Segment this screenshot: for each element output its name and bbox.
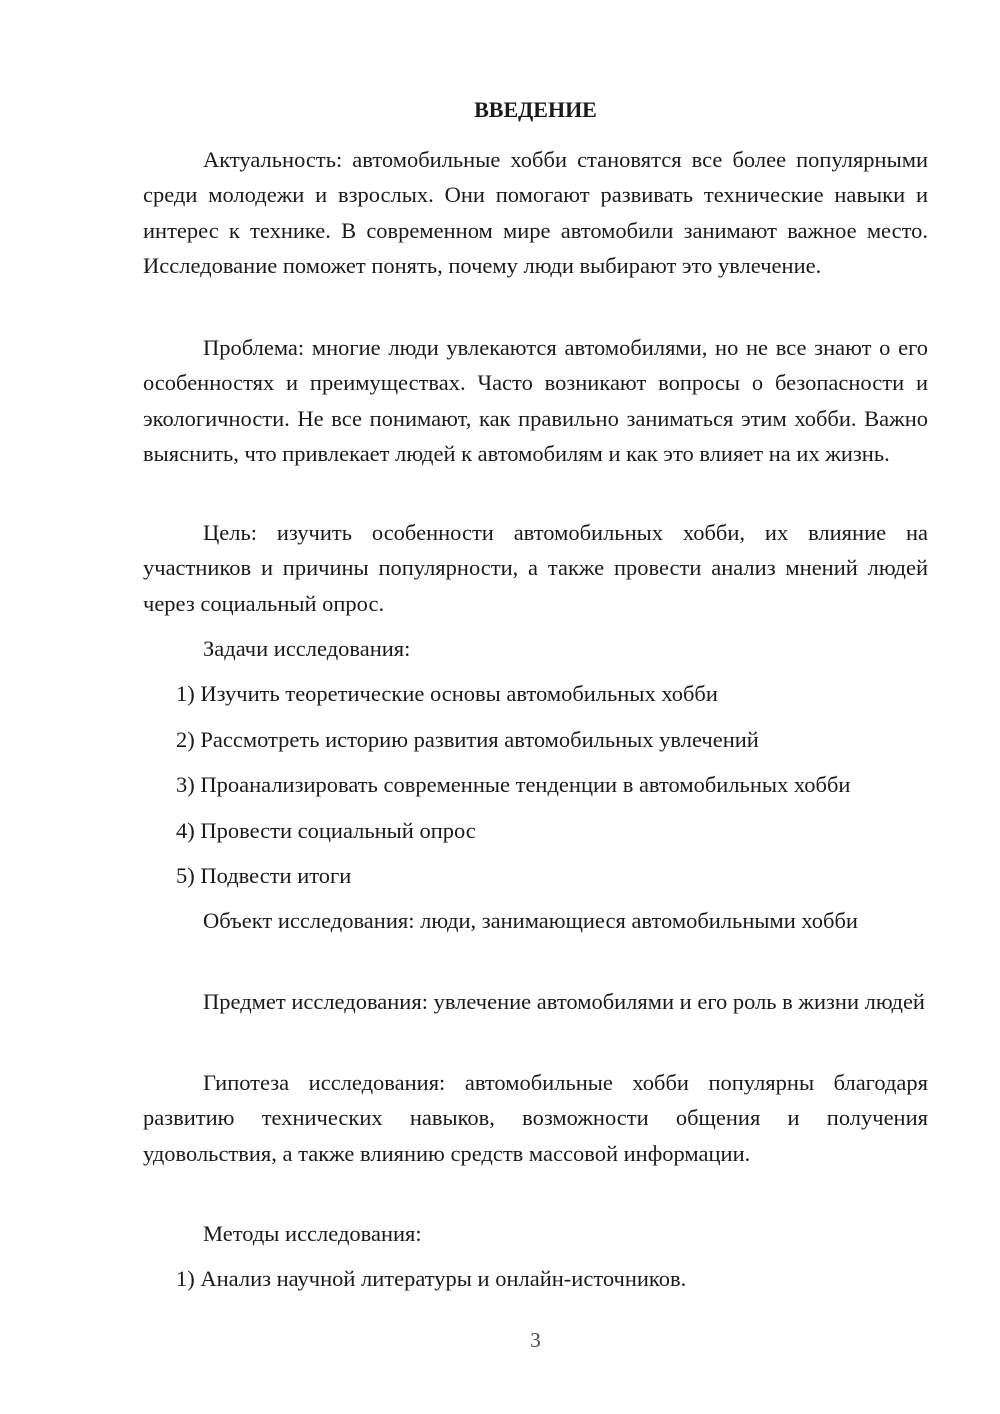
tasks-heading: Задачи исследования: xyxy=(203,636,411,661)
task-item: 5) Подвести итоги xyxy=(176,863,352,888)
task-item: 3) Проанализировать современные тенденции в автомобильных хобби xyxy=(176,772,851,797)
methods-heading: Методы исследования: xyxy=(203,1221,422,1246)
page-number: 3 xyxy=(530,1328,541,1352)
hypothesis-paragraph: Гипотеза исследования: автомобильные хобби популярны благодаря развитию технических навыков, возможности общения и получения удовольствия, а также влиянию средств массовой информации. xyxy=(143,1070,928,1166)
method-item: 1) Анализ научной литературы и онлайн-источников. xyxy=(176,1266,687,1291)
task-item: 2) Рассмотреть историю развития автомобильных увлечений xyxy=(176,727,759,752)
goal-paragraph: Цель: изучить особенности автомобильных хобби, их влияние на участников и причины популярности, а также провести анализ мнений людей через социальный опрос. xyxy=(143,520,928,616)
task-item: 1) Изучить теоретические основы автомобильных хобби xyxy=(176,681,718,706)
subject-paragraph: Предмет исследования: увлечение автомобилями и его роль в жизни людей xyxy=(203,989,925,1014)
section-heading: ВВЕДЕНИЕ xyxy=(474,97,597,122)
object-paragraph: Объект исследования: люди, занимающиеся автомобильными хобби xyxy=(203,908,858,933)
task-item: 4) Провести социальный опрос xyxy=(176,818,476,843)
relevance-paragraph: Актуальность: автомобильные хобби становятся все более популярными среди молодежи и взрослых. Они помогают развивать технические навыки и интерес к технике. В современном мире автомобили занимают важное место. Исследование поможет понять, почему люди выбирают это увлечение. xyxy=(143,147,928,278)
problem-paragraph: Проблема: многие люди увлекаются автомобилями, но не все знают о его особенностях и преимуществах. Часто возникают вопросы о безопасности и экологичности. Не все понимают, как правильно заниматься этим хобби. Важно выяснить, что привлекает людей к автомобилям и как это влияет на их жизнь. xyxy=(143,335,928,466)
document-page xyxy=(143,0,928,1414)
